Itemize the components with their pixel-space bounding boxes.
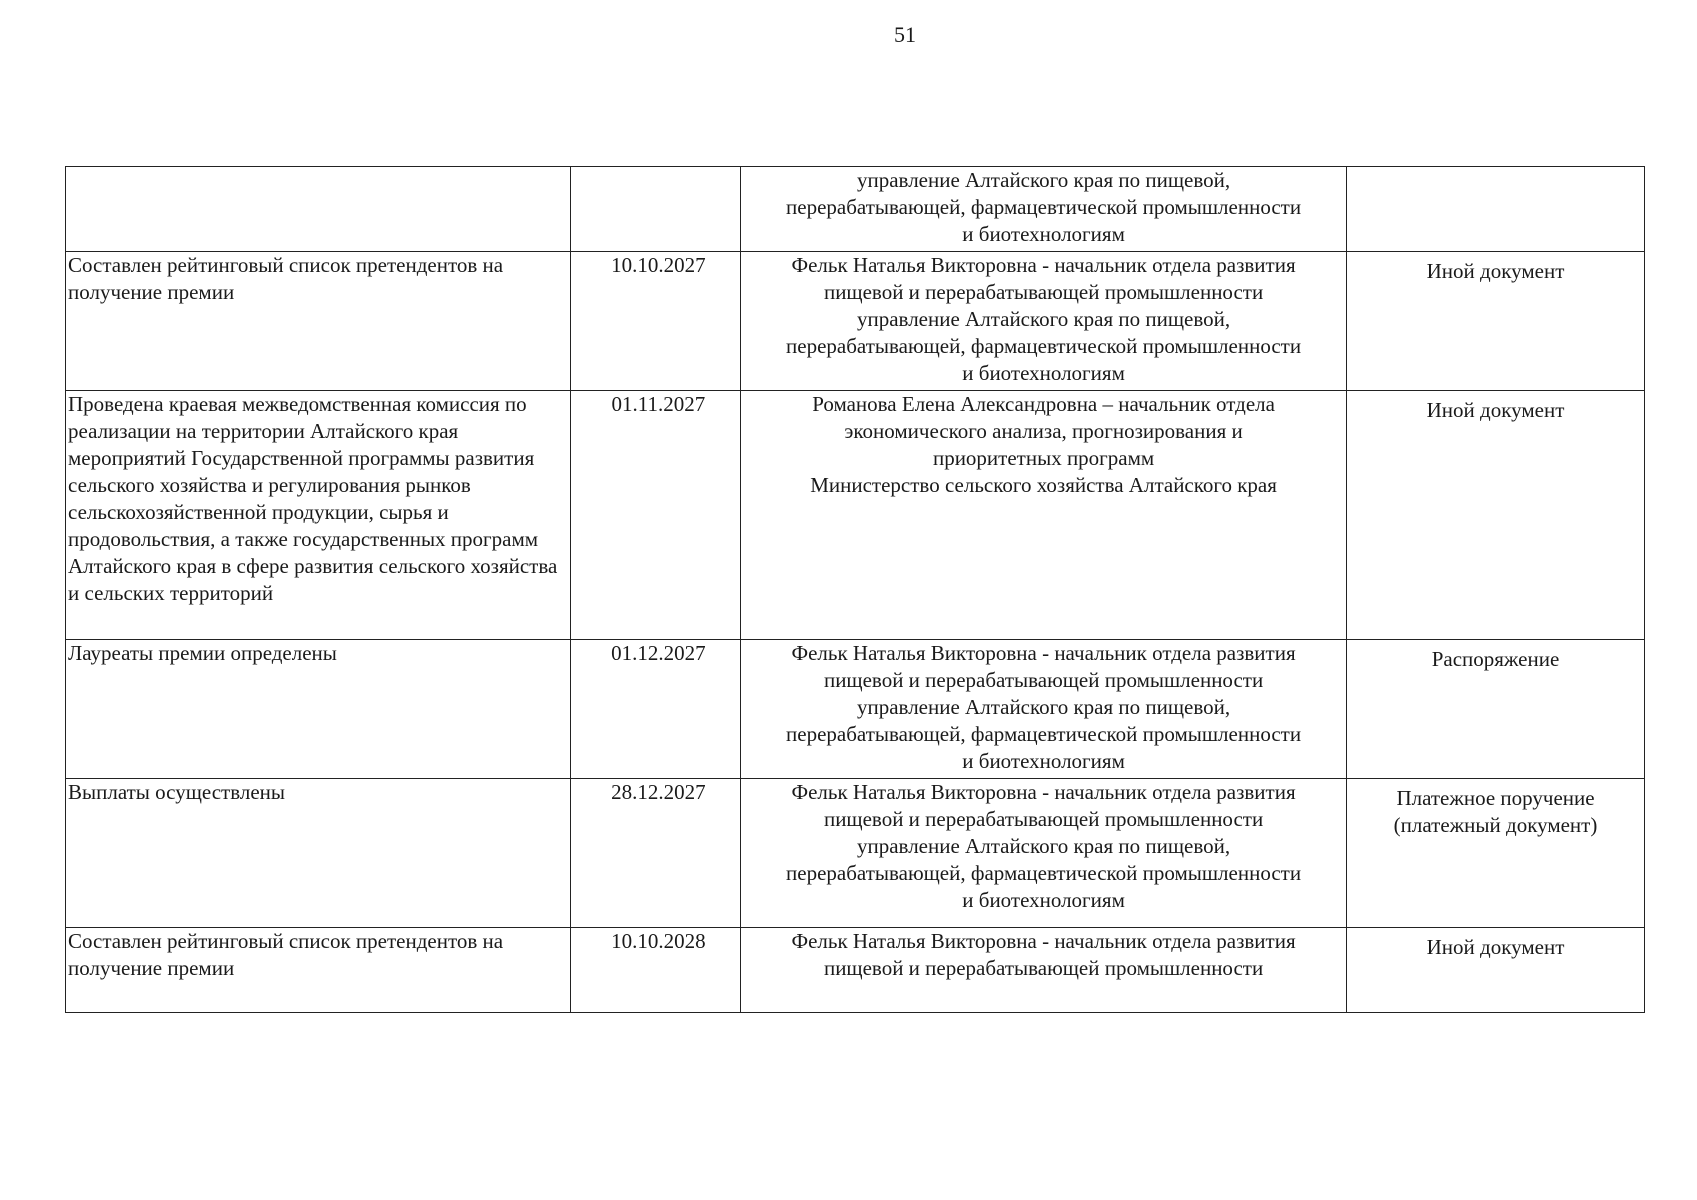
table-row xyxy=(66,779,1645,928)
table-row xyxy=(66,391,1645,640)
responsible-cell xyxy=(741,779,1347,928)
date-text: 01.12.2027 xyxy=(611,641,706,665)
table-row xyxy=(66,252,1645,391)
date-cell xyxy=(570,252,741,391)
responsible-line: и биотехнологиям xyxy=(962,888,1125,912)
page-number: 51 xyxy=(894,22,916,47)
table-row xyxy=(66,640,1645,779)
event-cell: Составлен рейтинговый список претендентов на получение премии xyxy=(66,252,571,391)
document-text: Иной документ xyxy=(1426,398,1565,422)
responsible-line: Фельк Наталья Викторовна - начальник отдела развития xyxy=(791,253,1296,277)
responsible-line: и биотехнологиям xyxy=(962,361,1125,385)
date-cell xyxy=(570,928,741,1013)
date-text: 01.11.2027 xyxy=(611,392,706,416)
responsible-line: пищевой и перерабатывающей промышленности xyxy=(823,280,1264,304)
date-text: 10.10.2028 xyxy=(611,929,706,953)
event-cell: Выплаты осуществлены xyxy=(66,779,571,928)
document-text: Иной документ xyxy=(1426,935,1565,959)
plan-table xyxy=(65,166,1645,1013)
responsible-line: управление Алтайского края по пищевой, xyxy=(857,695,1231,719)
date-text: 10.10.2027 xyxy=(611,253,706,277)
event-cell xyxy=(66,167,571,252)
responsible-line: Министерство сельского хозяйства Алтайского края xyxy=(810,473,1277,497)
responsible-line: пищевой и перерабатывающей промышленности xyxy=(823,668,1264,692)
document-text: Распоряжение xyxy=(1431,647,1560,671)
responsible-cell xyxy=(741,391,1347,640)
responsible-cell xyxy=(741,640,1347,779)
document-text: Платежное поручение (платежный документ) xyxy=(1393,786,1598,837)
responsible-line: Фельк Наталья Викторовна - начальник отдела развития xyxy=(791,641,1296,665)
date-cell xyxy=(570,779,741,928)
responsible-line: пищевой и перерабатывающей промышленности xyxy=(823,807,1264,831)
event-cell: Лауреаты премии определены xyxy=(66,640,571,779)
responsible-line: перерабатывающей, фармацевтической промышленности xyxy=(786,334,1302,358)
responsible-cell xyxy=(741,167,1347,252)
responsible-cell xyxy=(741,928,1347,1013)
responsible-line: Фельк Наталья Викторовна - начальник отдела развития xyxy=(791,929,1296,953)
responsible-line: управление Алтайского края по пищевой, xyxy=(857,307,1231,331)
table-row xyxy=(66,928,1645,1013)
document-cell xyxy=(1347,640,1645,779)
responsible-line: экономического анализа, прогнозирования и xyxy=(844,419,1243,443)
responsible-line: управление Алтайского края по пищевой, xyxy=(857,168,1231,192)
responsible-line: перерабатывающей, фармацевтической промышленности xyxy=(786,861,1302,885)
responsible-line: приоритетных программ xyxy=(932,446,1155,470)
document-cell xyxy=(1347,167,1645,252)
responsible-line: и биотехнологиям xyxy=(962,222,1125,246)
event-cell: Составлен рейтинговый список претендентов на получение премии xyxy=(66,928,571,1013)
document-cell xyxy=(1347,391,1645,640)
responsible-line: перерабатывающей, фармацевтической промышленности xyxy=(786,195,1302,219)
date-cell xyxy=(570,391,741,640)
table-row-continuation xyxy=(66,167,1645,252)
responsible-line: Фельк Наталья Викторовна - начальник отдела развития xyxy=(791,780,1296,804)
date-cell xyxy=(570,640,741,779)
responsible-line: Романова Елена Александровна – начальник отдела xyxy=(812,392,1275,416)
date-text: 28.12.2027 xyxy=(611,780,706,804)
responsible-line: и биотехнологиям xyxy=(962,749,1125,773)
responsible-cell xyxy=(741,252,1347,391)
document-cell xyxy=(1347,928,1645,1013)
document-cell xyxy=(1347,779,1645,928)
responsible-line: перерабатывающей, фармацевтической промышленности xyxy=(786,722,1302,746)
event-cell: Проведена краевая межведомственная комиссия по реализации на территории Алтайского края мероприятий Государственной программы развития сельского хозяйства и регулирования рынков сельскохозяйственной продукции, сырья и продовольствия, а также государственных программ Алтайского края в сфере развития сельского хозяйства и сельских территорий xyxy=(66,391,571,640)
responsible-line: управление Алтайского края по пищевой, xyxy=(857,834,1231,858)
document-text: Иной документ xyxy=(1426,259,1565,283)
document-cell xyxy=(1347,252,1645,391)
responsible-line: пищевой и перерабатывающей промышленности xyxy=(823,956,1264,980)
date-cell xyxy=(570,167,741,252)
